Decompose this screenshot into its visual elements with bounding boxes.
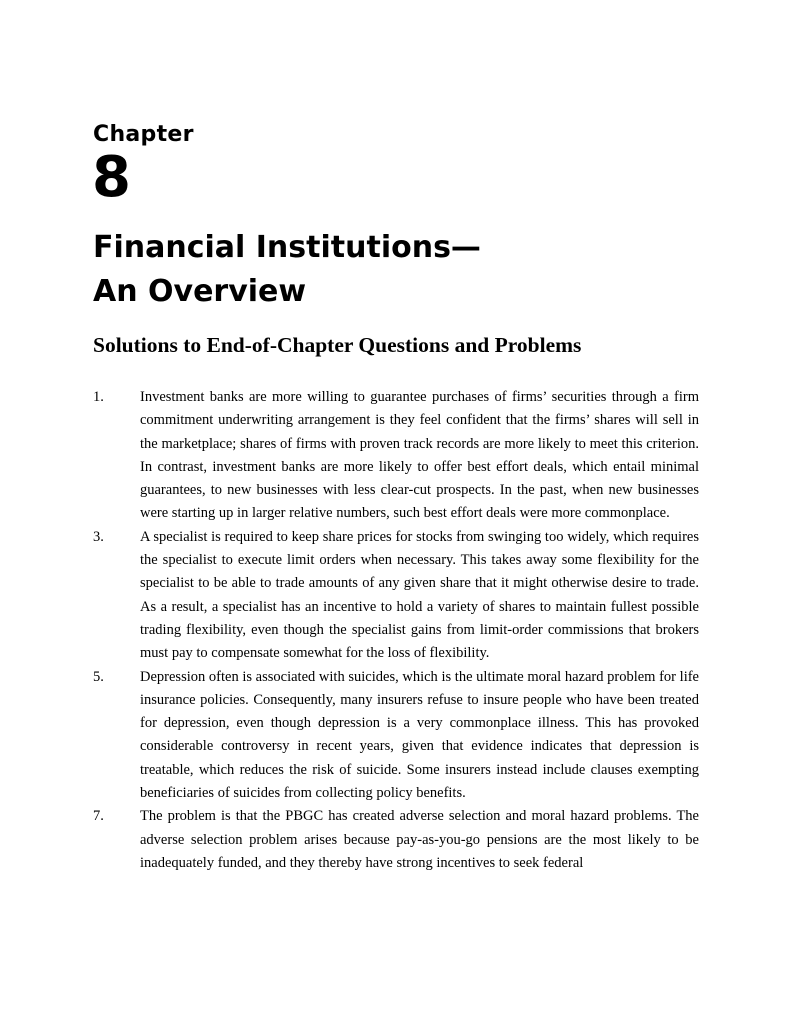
answer-item (93, 386, 699, 526)
answer-item (93, 526, 699, 666)
answer-item (93, 805, 699, 875)
answer-item (93, 666, 699, 806)
answer-number: 3. (93, 528, 104, 545)
answer-number: 5. (93, 668, 104, 685)
chapter-label: Chapter (93, 122, 194, 147)
answer-text: Depression often is associated with suicides, which is the ultimate moral hazard problem for life insurance policies. Consequently, many insurers refuse to insure people who have been treated for depression, even though depression is a very commonplace illness. This has provoked considerable controversy in recent years, given that evidence indicates that depression is treatable, which reduces the risk of suicide. Some insurers instead include clauses exempting beneficiaries of suicides from collecting policy benefits. (140, 668, 699, 802)
section-heading: Solutions to End-of-Chapter Questions and Problems (93, 333, 582, 357)
answer-text: A specialist is required to keep share prices for stocks from swinging too widely, which requires the specialist to execute limit orders when necessary. This takes away some flexibility for the specialist to be able to trade amounts of any given share that it might otherwise desire to trade. As a result, a specialist has an incentive to hold a variety of shares to maintain fullest possible trading flexibility, even though the specialist gains from limit-order commissions that brokers must pay to compensate somewhat for the loss of flexibility. (140, 528, 699, 662)
answer-text: Investment banks are more willing to guarantee purchases of firms’ securities through a firm commitment underwriting arrangement is they feel confident that the firms’ shares will sell in the marketplace; shares of firms with proven track records are more likely to meet this criterion. In contrast, investment banks are more likely to offer best effort deals, which entail minimal guarantees, to new businesses with less clear-cut prospects. In the past, when new businesses were starting up in larger relative numbers, such best effort deals were more commonplace. (140, 389, 699, 522)
chapter-title-line-2: An Overview (93, 274, 307, 309)
answer-text: The problem is that the PBGC has created adverse selection and moral hazard problems. The adverse selection problem arises because pay-as-you-go pensions are the most likely to be inadequately funded, and they thereby have strong incentives to seek federal (140, 808, 699, 871)
chapter-title-line-1: Financial Institutions— (93, 230, 481, 265)
chapter-title (93, 226, 481, 314)
answer-number: 1. (93, 389, 104, 405)
answers-list (93, 386, 699, 875)
answer-number: 7. (93, 808, 104, 825)
chapter-number: 8 (92, 145, 131, 210)
